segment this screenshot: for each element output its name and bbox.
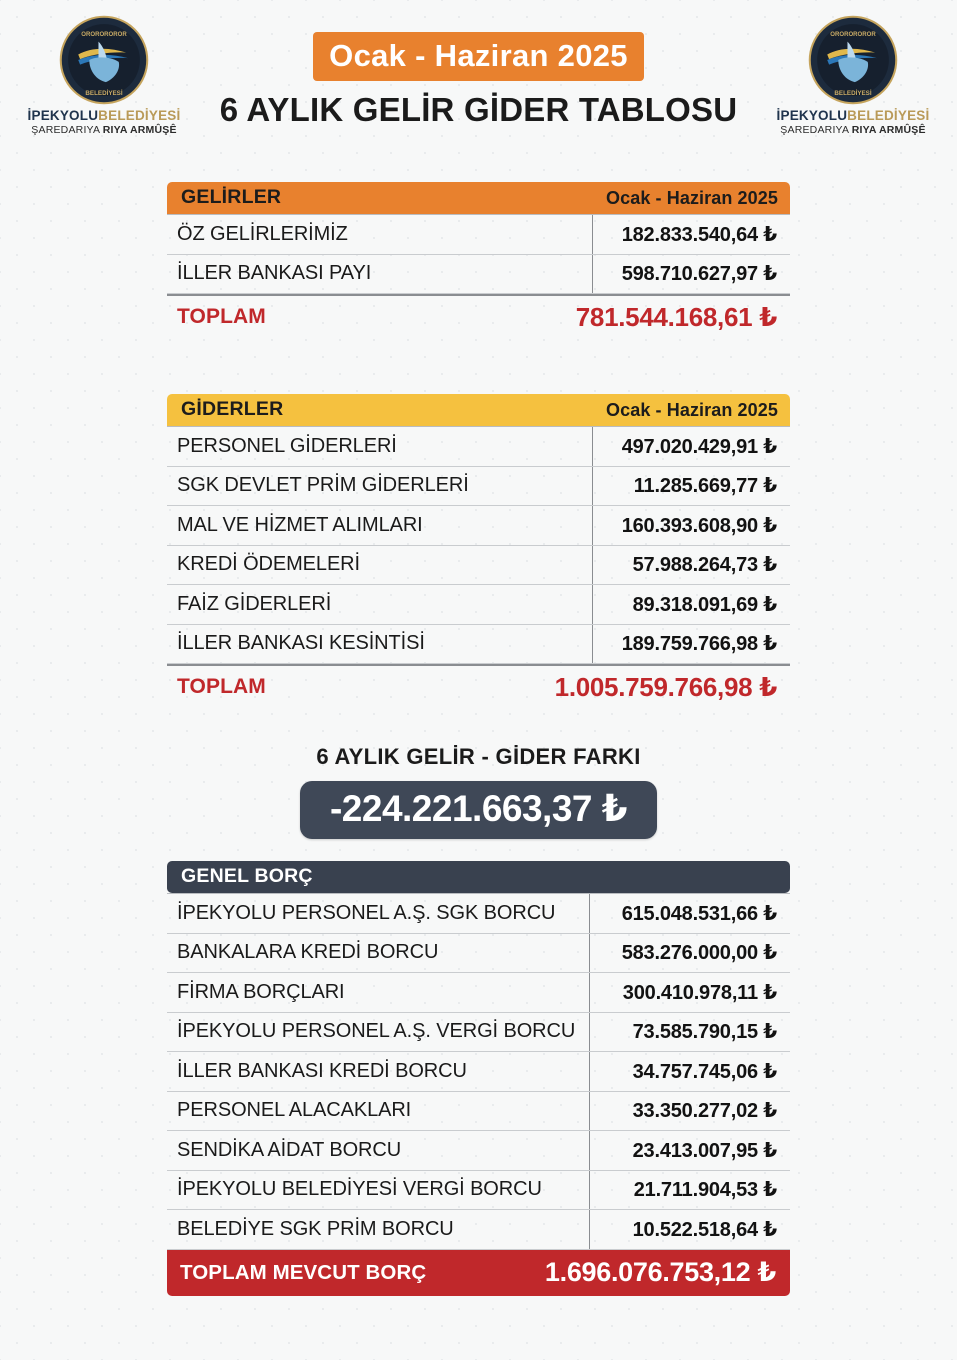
table-row (167, 625, 790, 665)
logo-kurdish-prefix: ŞAREDARIYA (31, 124, 100, 136)
income-total-value: 781.544.168,61 ₺ (575, 301, 777, 332)
row-label: ÖZ GELİRLERİMİZ (167, 215, 593, 254)
debt-table-header (167, 861, 790, 893)
svg-text:BELEDİYESİ: BELEDİYESİ (85, 89, 123, 97)
row-value: 11.285.669,77 ₺ (633, 475, 777, 498)
row-label: İLLER BANKASI KREDİ BORCU (167, 1052, 590, 1091)
municipality-emblem-icon (807, 14, 899, 106)
expense-table-header (167, 394, 790, 426)
title-block (194, 8, 763, 128)
expense-total-label: TOPLAM (177, 675, 266, 698)
row-value: 300.410.978,11 ₺ (622, 981, 777, 1004)
expense-total-row (167, 664, 790, 708)
table-row (167, 1131, 790, 1171)
row-label: FİRMA BORÇLARI (167, 973, 590, 1012)
table-row (167, 426, 790, 467)
logo-name-secondary: BELEDİYESİ (847, 108, 930, 123)
row-value: 598.710.627,97 ₺ (621, 263, 777, 286)
logo-left (14, 8, 194, 136)
row-label: İLLER BANKASI PAYI (167, 255, 593, 294)
expense-table (167, 394, 790, 708)
table-row (167, 973, 790, 1013)
row-value: 33.350.277,02 ₺ (632, 1100, 777, 1123)
svg-text:BELEDİYESİ: BELEDİYESİ (834, 89, 872, 97)
income-total-label: TOPLAM (177, 305, 266, 328)
table-row (167, 1210, 790, 1250)
row-label: SGK DEVLET PRİM GİDERLERİ (167, 467, 593, 506)
logo-kurdish-prefix: ŞAREDARIYA (780, 124, 849, 136)
logo-kurdish-line (780, 124, 925, 136)
logo-name-line (28, 108, 181, 123)
logo-kurdish-bold: RIYA ARMÛŞÊ (102, 124, 177, 136)
row-label: PERSONEL GİDERLERİ (167, 427, 593, 466)
row-value: 182.833.540,64 ₺ (621, 223, 777, 246)
table-row (167, 467, 790, 507)
table-row (167, 214, 790, 255)
content-sheet (0, 152, 957, 1296)
row-label: KREDİ ÖDEMELERİ (167, 546, 593, 585)
income-table (167, 182, 790, 338)
row-value: 57.988.264,73 ₺ (632, 554, 777, 577)
table-row (167, 1092, 790, 1132)
debt-total-value: 1.696.076.753,12 ₺ (544, 1257, 776, 1287)
debt-header-title: GENEL BORÇ (181, 865, 313, 888)
expense-total-value: 1.005.759.766,98 ₺ (554, 671, 777, 702)
table-row (167, 546, 790, 586)
debt-total-row (167, 1250, 790, 1296)
table-row (167, 585, 790, 625)
page-title: 6 AYLIK GELİR GİDER TABLOSU (219, 91, 738, 128)
svg-text:OROROROROR: OROROROROR (81, 32, 127, 39)
spacer (167, 338, 790, 394)
row-value: 583.276.000,00 ₺ (621, 942, 777, 965)
row-label: İLLER BANKASI KESİNTİSİ (167, 625, 593, 664)
row-label: İPEKYOLU PERSONEL A.Ş. SGK BORCU (167, 894, 590, 933)
expense-header-title: GİDERLER (181, 398, 284, 421)
table-row (167, 1013, 790, 1053)
income-table-body (167, 214, 790, 294)
logo-kurdish-line (31, 124, 176, 136)
table-row (167, 893, 790, 934)
logo-kurdish-bold: RIYA ARMÛŞÊ (851, 124, 926, 136)
row-label: PERSONEL ALACAKLARI (167, 1092, 590, 1131)
difference-value-badge: -224.221.663,37 ₺ (300, 781, 657, 839)
logo-right (763, 8, 943, 136)
income-header-title: GELİRLER (181, 186, 282, 209)
row-label: FAİZ GİDERLERİ (167, 585, 593, 624)
table-row (167, 1171, 790, 1211)
row-value: 189.759.766,98 ₺ (621, 633, 777, 656)
row-label: İPEKYOLU PERSONEL A.Ş. VERGİ BORCU (167, 1013, 590, 1052)
period-badge: Ocak - Haziran 2025 (313, 32, 644, 81)
table-row (167, 506, 790, 546)
municipality-emblem-icon (58, 14, 150, 106)
row-label: BELEDİYE SGK PRİM BORCU (167, 1210, 590, 1249)
row-value: 89.318.091,69 ₺ (632, 593, 777, 616)
income-total-row (167, 294, 790, 338)
income-table-header (167, 182, 790, 214)
expense-table-body (167, 426, 790, 664)
table-row (167, 1052, 790, 1092)
debt-table (167, 861, 790, 1296)
table-row (167, 255, 790, 295)
row-value: 160.393.608,90 ₺ (621, 514, 777, 537)
row-value: 34.757.745,06 ₺ (632, 1060, 777, 1083)
difference-label: 6 AYLIK GELİR - GİDER FARKI (316, 744, 641, 769)
debt-total-label: TOPLAM MEVCUT BORÇ (180, 1260, 427, 1284)
logo-name-line (777, 108, 930, 123)
spacer (167, 152, 790, 182)
row-value: 21.711.904,53 ₺ (633, 1179, 777, 1202)
logo-name-primary: İPEKYOLU (27, 108, 99, 123)
table-row (167, 934, 790, 974)
logo-name-primary: İPEKYOLU (776, 108, 848, 123)
row-label: İPEKYOLU BELEDİYESİ VERGİ BORCU (167, 1171, 590, 1210)
debt-table-body (167, 893, 790, 1250)
row-label: SENDİKA AİDAT BORCU (167, 1131, 590, 1170)
row-value: 497.020.429,91 ₺ (621, 435, 777, 458)
row-label: BANKALARA KREDİ BORCU (167, 934, 590, 973)
difference-block (167, 744, 790, 839)
page-header (0, 0, 957, 152)
logo-name-secondary: BELEDİYESİ (98, 108, 181, 123)
income-header-period: Ocak - Haziran 2025 (606, 188, 778, 208)
expense-header-period: Ocak - Haziran 2025 (606, 400, 778, 420)
row-value: 73.585.790,15 ₺ (632, 1021, 777, 1044)
row-label: MAL VE HİZMET ALIMLARI (167, 506, 593, 545)
row-value: 10.522.518,64 ₺ (632, 1218, 777, 1241)
svg-text:OROROROROR: OROROROROR (830, 32, 876, 39)
row-value: 615.048.531,66 ₺ (621, 902, 777, 925)
row-value: 23.413.007,95 ₺ (632, 1139, 777, 1162)
